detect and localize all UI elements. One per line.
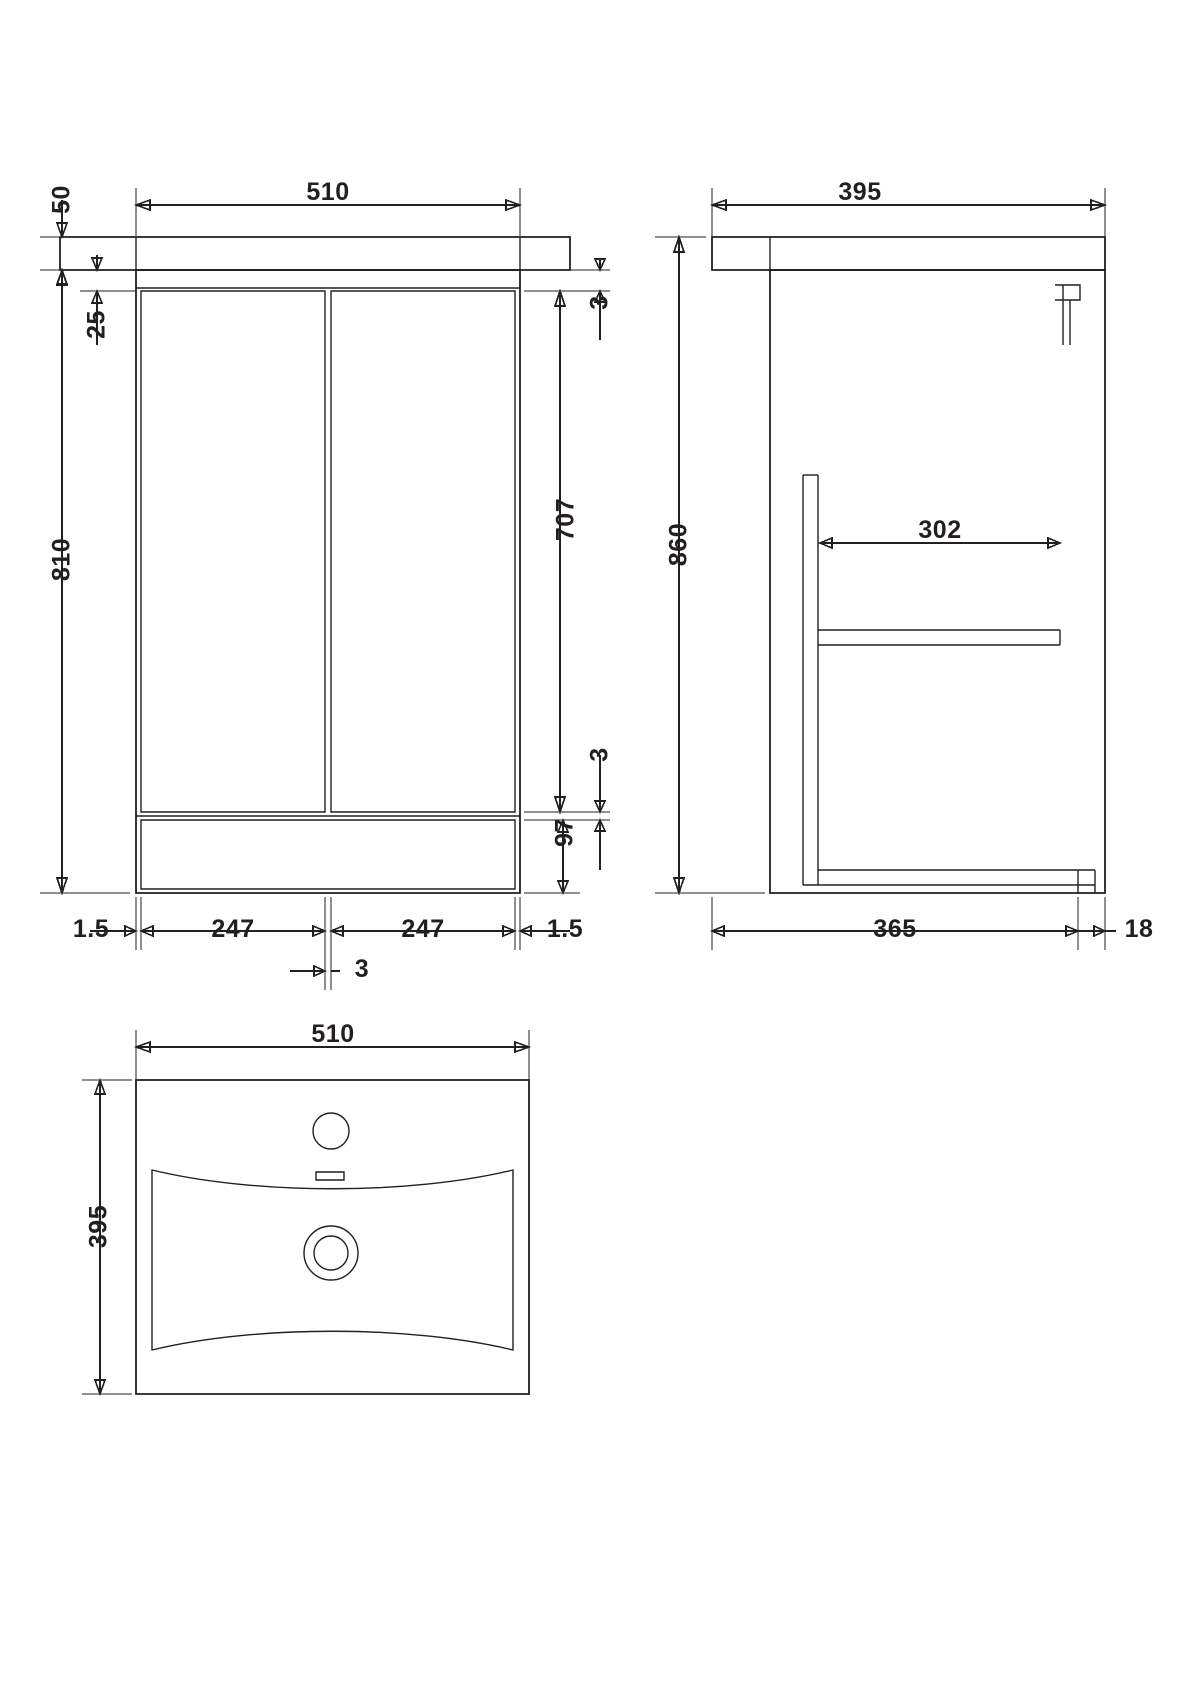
label-front-door-right-247: 247: [401, 915, 445, 943]
label-front-left-edge-1-5: 1.5: [72, 915, 110, 943]
label-front-plinth-97: 97: [550, 818, 579, 847]
label-front-door-height-707: 707: [551, 497, 580, 542]
label-front-center-gap-3: 3: [354, 955, 370, 983]
side-cabinet-body: [770, 270, 1105, 893]
front-basin-top: [60, 237, 570, 270]
label-front-door-left-247: 247: [211, 915, 255, 943]
label-plan-depth-395: 395: [84, 1204, 113, 1249]
label-side-depth-395: 395: [838, 178, 882, 206]
label-side-offset-18: 18: [1124, 915, 1154, 943]
label-front-total-height-810: 810: [47, 537, 76, 582]
plan-basin: [136, 1080, 529, 1394]
dim-front-bottom-row: [90, 897, 570, 990]
side-basin-top: [712, 237, 1105, 270]
label-front-right-edge-1-5: 1.5: [546, 915, 584, 943]
label-front-basin-height-50: 50: [47, 185, 76, 214]
label-front-door-gap-top-3: 3: [585, 295, 614, 310]
label-front-door-gap-bottom-3: 3: [585, 747, 614, 762]
dim-front-center-gap-3: [290, 966, 340, 976]
label-front-width-510: 510: [306, 178, 350, 206]
label-front-gap-25: 25: [82, 310, 111, 339]
front-cabinet-body: [136, 270, 520, 893]
label-side-height-860: 860: [664, 522, 693, 567]
label-plan-width-510: 510: [311, 1020, 355, 1048]
label-side-carcass-365: 365: [873, 915, 917, 943]
label-side-shelf-302: 302: [918, 516, 962, 544]
